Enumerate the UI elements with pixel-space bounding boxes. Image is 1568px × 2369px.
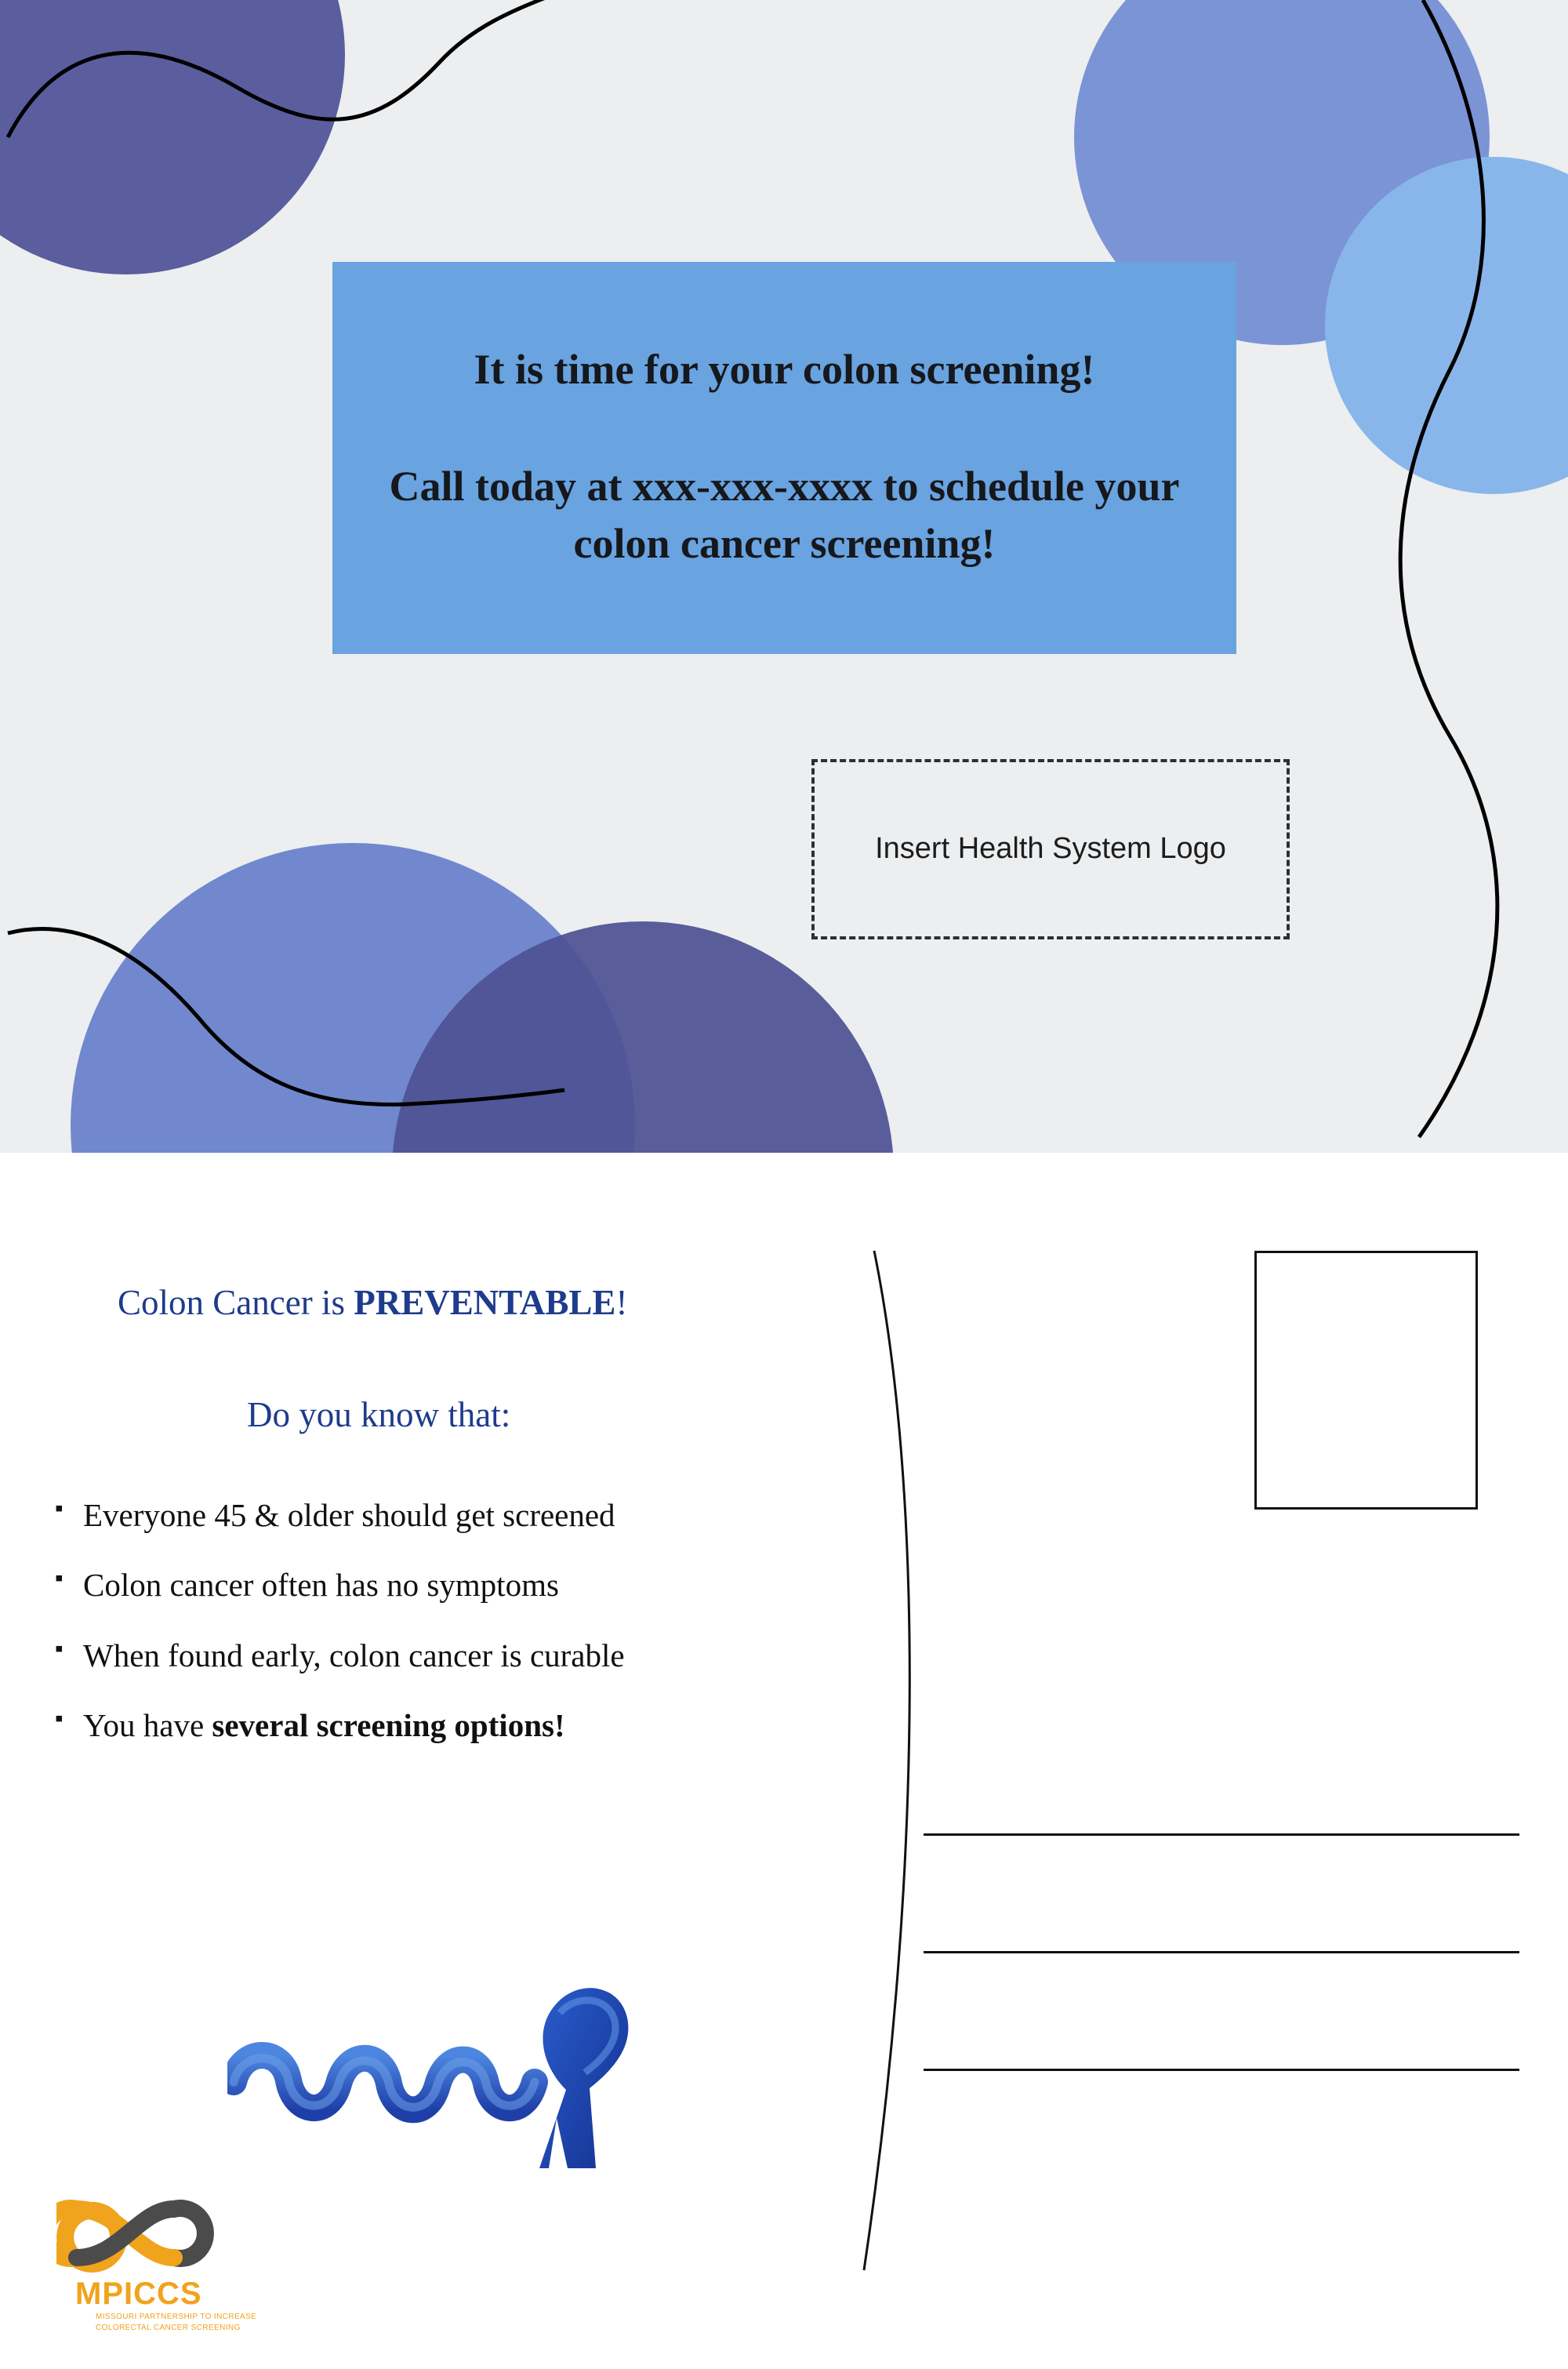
headline-prefix: Colon Cancer is xyxy=(118,1283,354,1322)
mpiccs-tagline-line-1: MISSOURI PARTNERSHIP TO INCREASE xyxy=(96,2313,257,2321)
fact-bold: several screening options! xyxy=(212,1706,565,1743)
fact-text: When found early, colon cancer is curable xyxy=(83,1637,625,1673)
front-message-line-2: Call today at xxx-xxx-xxxx to schedule your colon cancer screening! xyxy=(389,462,1180,567)
list-item xyxy=(47,1638,870,1673)
fact-text: You have xyxy=(83,1706,212,1743)
stamp-area[interactable] xyxy=(1254,1251,1478,1510)
list-item xyxy=(47,1568,870,1602)
mpiccs-wordmark: MPICCS xyxy=(75,2276,202,2311)
mpiccs-tagline-line-2: COLORECTAL CANCER SCREENING xyxy=(96,2324,241,2332)
headline-emphasis: PREVENTABLE xyxy=(354,1283,616,1322)
address-line-1[interactable] xyxy=(924,1833,1519,1836)
fact-text: Everyone 45 & older should get screened xyxy=(83,1497,615,1533)
address-line-2[interactable] xyxy=(924,1951,1519,1953)
list-item xyxy=(47,1498,870,1532)
awareness-ribbon-icon xyxy=(227,1972,635,2184)
postcard-front xyxy=(0,0,1568,1153)
mpiccs-infinity-icon xyxy=(56,2192,237,2274)
decor-circle-top-left xyxy=(0,0,345,274)
headline-suffix: ! xyxy=(615,1283,628,1322)
list-item xyxy=(47,1708,870,1742)
postcard-back xyxy=(0,1153,1568,2369)
health-system-logo-label: Insert Health System Logo xyxy=(875,832,1226,866)
mpiccs-logo xyxy=(47,2192,257,2349)
fact-text: Colon cancer often has no symptoms xyxy=(83,1567,559,1604)
front-message-box xyxy=(332,262,1236,654)
back-headline xyxy=(118,1282,823,1323)
back-subhead: Do you know that: xyxy=(247,1395,511,1434)
divider-curve xyxy=(847,1153,956,2369)
front-message-line-1: It is time for your colon screening! xyxy=(474,346,1095,394)
address-line-3[interactable] xyxy=(924,2069,1519,2071)
facts-list xyxy=(47,1498,870,1778)
health-system-logo-placeholder[interactable] xyxy=(811,759,1290,939)
